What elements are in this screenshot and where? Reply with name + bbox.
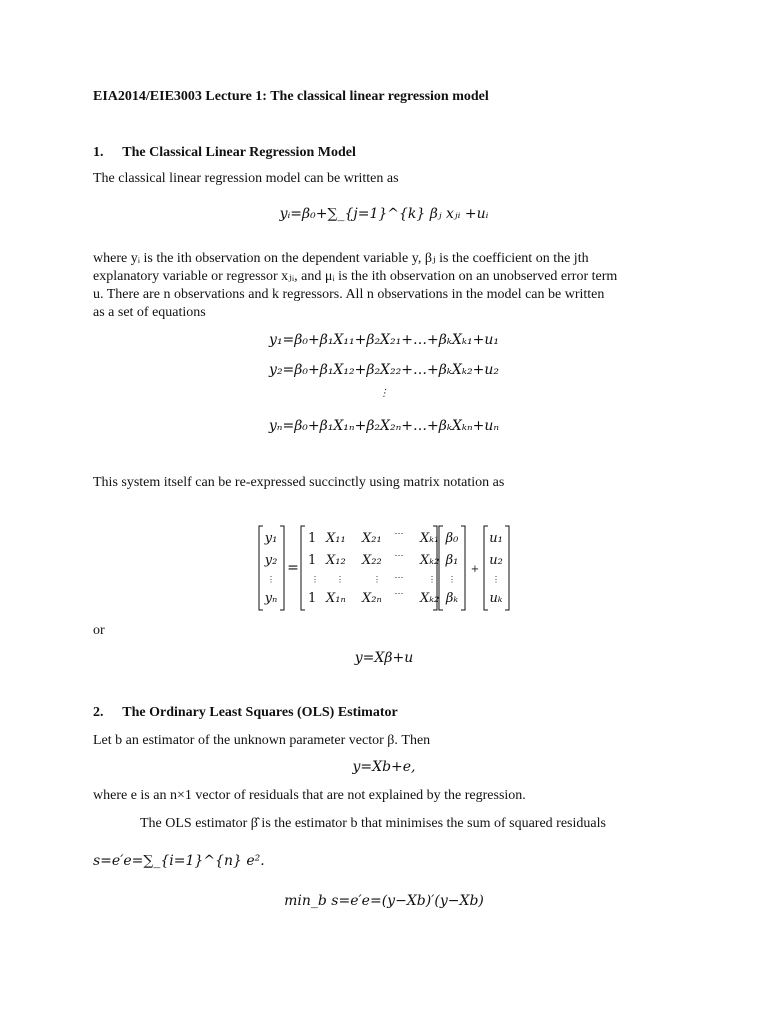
x-matrix-cell: X₁ₙ [326, 591, 346, 606]
system-vertical-dots: ⋮ [379, 388, 389, 399]
matrix-equals-sign: = [287, 560, 299, 576]
x-matrix-cell: X₁₁ [326, 531, 346, 546]
x-matrix-cell: ⋯ [394, 589, 404, 599]
system-equation-n: yₙ=β₀+β₁X₁ₙ+β₂X₂ₙ+…+βₖXₖₙ+uₙ [268, 418, 500, 434]
x-matrix-cell: X₁₂ [326, 553, 346, 568]
y-vector-entry: y₂ [264, 553, 278, 568]
x-matrix-cell: X₂ₙ [362, 591, 382, 606]
equation-ols: y=Xb+e, [352, 759, 416, 775]
equation-minimise: min_b s=e′e=(y−Xb)′(y−Xb) [284, 893, 484, 909]
x-matrix-cell: Xₖ₂ [420, 553, 440, 568]
section-2-heading [93, 704, 398, 722]
beta-vector-entry: β₁ [445, 553, 459, 568]
where-line-4: as a set of equations [93, 305, 206, 320]
equation-sum-squares: s=e′e=∑_{i=1}^{n} e². [93, 853, 265, 869]
x-matrix-cell: ⋮ [311, 575, 319, 584]
section-2-line-2: where e is an n×1 vector of residuals that are not explained by the regression. [93, 788, 526, 803]
equation-matrix-form: y=Xβ+u [354, 650, 414, 666]
u-vector-entry: u₂ [489, 553, 503, 568]
page-title: EIA2014/EIE3003 Lecture 1: The classical linear regression model [93, 89, 489, 104]
section-2-title: The Ordinary Least Squares (OLS) Estimator [122, 705, 398, 720]
section-2-line-1: Let b an estimator of the unknown parameter vector β. Then [93, 733, 431, 748]
x-matrix-row [308, 589, 439, 606]
or-text: or [93, 623, 105, 638]
section-1-title: The Classical Linear Regression Model [122, 145, 356, 160]
x-matrix-cell: X₂₁ [362, 531, 382, 546]
system-equation-1: y₁=β₀+β₁X₁₁+β₂X₂₁+…+βₖXₖ₁+u₁ [269, 332, 499, 348]
section-2-number: 2. [93, 705, 104, 720]
matrix-plus-sign: + [470, 564, 480, 575]
system-equation-2: y₂=β₀+β₁X₁₂+β₂X₂₂+…+βₖXₖ₂+u₂ [269, 362, 499, 378]
beta-vector [439, 526, 465, 610]
u-vector-entry: ⋮ [492, 575, 500, 584]
x-matrix-row [311, 573, 436, 584]
u-vector-entry: u₁ [489, 531, 503, 546]
x-matrix-cell: Xₖ₁ [420, 531, 440, 546]
beta-vector-entry: β₀ [445, 531, 459, 546]
equation-model: yᵢ=β₀+∑_{j=1}^{k} βⱼ xⱼᵢ +uᵢ [279, 206, 489, 222]
x-matrix-cell: X₂₂ [362, 553, 382, 568]
section-1-number: 1. [93, 145, 104, 160]
matrix-intro: This system itself can be re-expressed succinctly using matrix notation as [93, 475, 505, 490]
x-matrix-cell: 1 [308, 531, 317, 546]
beta-vector-entry: βₖ [445, 591, 459, 606]
section-1-heading [93, 144, 356, 162]
matrix-equation [250, 520, 520, 616]
x-matrix-cell: ⋮ [428, 575, 436, 584]
x-matrix-cell: ⋯ [394, 529, 404, 539]
x-matrix-cell: Xₖ₂ [420, 591, 440, 606]
where-line-1: where yᵢ is the ith observation on the dependent variable y, βⱼ is the coefficient on the jth [93, 251, 589, 266]
u-vector [484, 526, 509, 610]
x-matrix-cell: ⋮ [373, 575, 381, 584]
u-vector-entry: uₖ [489, 591, 503, 606]
section-2-line-3: The OLS estimator β̂ is the estimator b that minimises the sum of squared residuals [140, 816, 606, 831]
x-matrix-cell: ⋯ [394, 551, 404, 561]
y-vector-entry: y₁ [264, 531, 278, 546]
where-line-3: u. There are n observations and k regressors. All n observations in the model can be written [93, 287, 605, 302]
y-vector-entry: yₙ [264, 591, 278, 606]
where-line-2: explanatory variable or regressor xⱼᵢ, and μᵢ is the ith observation on an unobserved error term [93, 269, 618, 284]
beta-vector-entry: ⋮ [448, 575, 456, 584]
x-matrix-cell: 1 [308, 591, 317, 606]
x-matrix-cell: ⋯ [394, 573, 404, 583]
section-1-intro: The classical linear regression model can be written as [93, 171, 399, 186]
y-vector-entry: ⋮ [267, 575, 275, 584]
y-vector [259, 526, 284, 610]
x-matrix-row [308, 529, 439, 546]
x-matrix-cell: 1 [308, 553, 317, 568]
x-matrix [301, 526, 439, 610]
x-matrix-cell: ⋮ [336, 575, 344, 584]
x-matrix-row [308, 551, 439, 568]
